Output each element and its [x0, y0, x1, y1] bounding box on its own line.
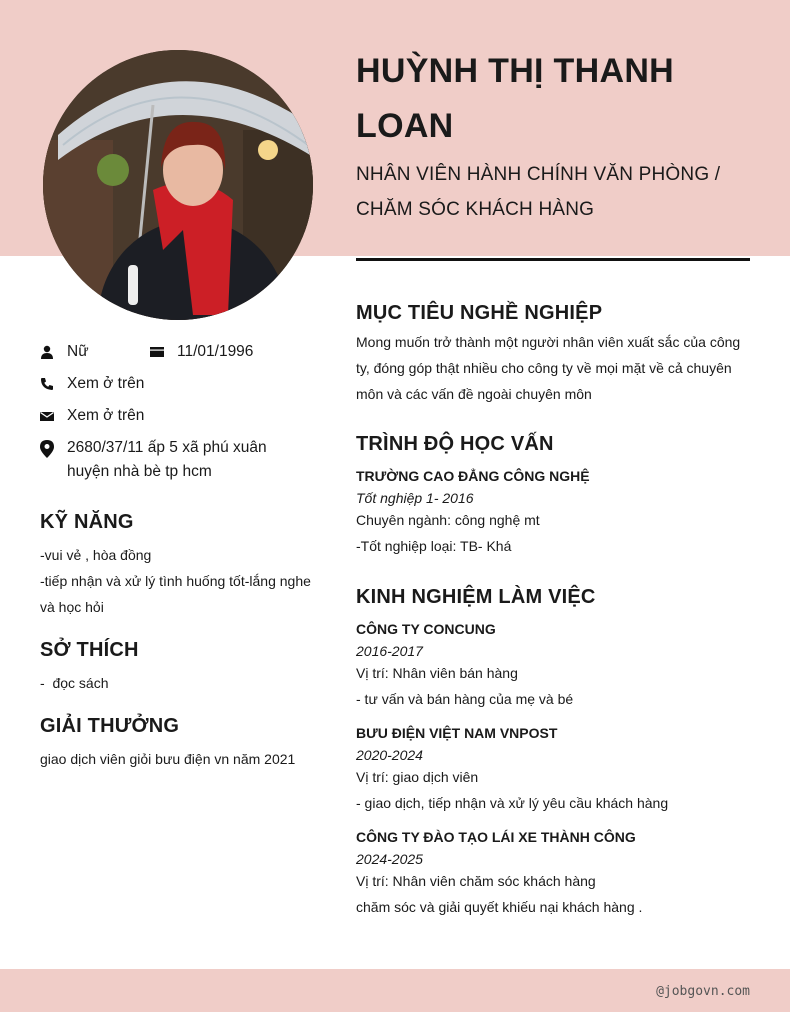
footer-watermark: @jobgovn.com [656, 984, 750, 999]
job-company: BƯU ĐIỆN VIỆT NAM VNPOST [356, 725, 558, 741]
candidate-name [356, 44, 756, 154]
skills-line-1: -vui vẻ , hòa đồng [40, 547, 152, 563]
header-divider [356, 258, 750, 261]
phone-icon [40, 377, 54, 391]
objective-line-3: môn và các vấn đề ngoài chuyên môn [356, 386, 592, 402]
education-grade: -Tốt nghiệp loại: TB- Khá [356, 538, 512, 554]
education-title: TRÌNH ĐỘ HỌC VẤN [356, 433, 554, 455]
job-period: 2020-2024 [356, 747, 423, 763]
address-line-1: 2680/37/11 ấp 5 xã phú xuân [67, 439, 267, 456]
skills-title: KỸ NĂNG [40, 511, 134, 533]
job-role: Vị trí: Nhân viên bán hàng [356, 665, 518, 681]
profile-photo [43, 50, 313, 320]
mail-icon [40, 409, 54, 423]
contact-birthdate [150, 340, 253, 364]
hobbies-title: SỞ THÍCH [40, 639, 139, 661]
hobbies-line-1: - đọc sách [40, 675, 109, 691]
job-description: - tư vấn và bán hàng của mẹ và bé [356, 691, 574, 707]
job-period: 2016-2017 [356, 643, 423, 659]
job-company: CÔNG TY CONCUNG [356, 621, 496, 637]
objective-body [356, 329, 750, 407]
job-period: 2024-2025 [356, 851, 423, 867]
experience-section [356, 586, 750, 920]
job-role: Vị trí: giao dịch viên [356, 769, 479, 785]
job-item [356, 725, 750, 816]
name-line-2: LOAN [356, 107, 454, 145]
awards-section [40, 715, 320, 772]
job-description: - giao dịch, tiếp nhận và xử lý yêu cầu khách hàng [356, 795, 669, 811]
skills-section [40, 511, 320, 620]
education-school: TRƯỜNG CAO ĐẲNG CÔNG NGHỆ [356, 468, 590, 484]
calendar-icon [150, 345, 164, 359]
phone-value: Xem ở trên [67, 375, 145, 392]
education-section [356, 433, 750, 559]
contact-gender [40, 340, 89, 364]
awards-line-1: giao dịch viên giỏi bưu điện vn năm 2021 [40, 751, 296, 767]
contact-email [40, 404, 144, 428]
job-role: Vị trí: Nhân viên chăm sóc khách hàng [356, 873, 596, 889]
skills-line-2: -tiếp nhận và xử lý tình huống tốt-lắng nghe [40, 573, 311, 589]
hobbies-section [40, 639, 320, 696]
experience-title: KINH NGHIỆM LÀM VIỆC [356, 586, 596, 608]
education-major: Chuyên ngành: công nghệ mt [356, 512, 540, 528]
education-period: Tốt nghiệp 1- 2016 [356, 490, 474, 506]
objective-section [356, 302, 750, 407]
awards-title: GIẢI THƯỞNG [40, 715, 180, 737]
birthdate-value: 11/01/1996 [177, 343, 254, 360]
position-line-1: NHÂN VIÊN HÀNH CHÍNH VĂN PHÒNG / [356, 164, 721, 185]
location-pin-icon [40, 440, 54, 458]
skills-line-3: và học hỏi [40, 599, 104, 615]
gender-value: Nữ [67, 343, 89, 360]
skills-body [40, 542, 320, 620]
address-value [67, 436, 267, 484]
email-value: Xem ở trên [67, 407, 145, 424]
contact-address [40, 436, 267, 484]
objective-line-2: ty, đóng góp thật nhiều cho công ty về mọi mặt về cả chuyên [356, 360, 732, 376]
job-item [356, 621, 750, 712]
position-line-2: CHĂM SÓC KHÁCH HÀNG [356, 199, 595, 220]
job-position [356, 157, 756, 227]
objective-title: MỤC TIÊU NGHỀ NGHIỆP [356, 302, 603, 324]
name-line-1: HUỲNH THỊ THANH [356, 52, 675, 90]
objective-line-1: Mong muốn trở thành một người nhân viên xuất sắc của công [356, 334, 741, 350]
job-description: chăm sóc và giải quyết khiếu nại khách hàng . [356, 899, 643, 915]
contact-phone [40, 372, 144, 396]
address-line-2: huyện nhà bè tp hcm [67, 463, 212, 480]
job-item [356, 829, 750, 920]
person-icon [40, 345, 54, 359]
job-company: CÔNG TY ĐÀO TẠO LÁI XE THÀNH CÔNG [356, 829, 636, 845]
photo-illustration [43, 50, 313, 320]
